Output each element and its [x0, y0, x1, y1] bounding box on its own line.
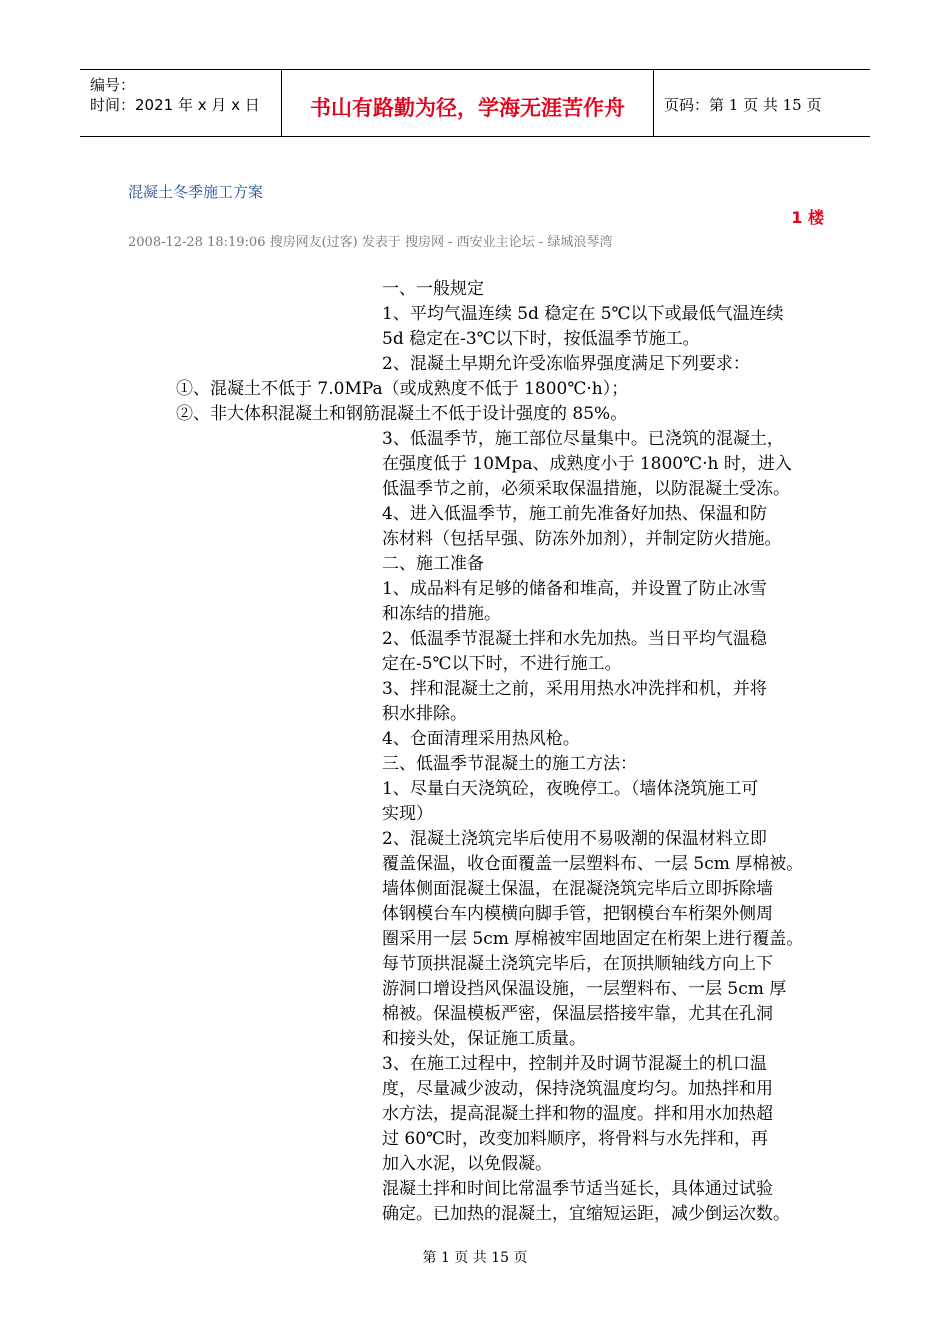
body-line: 体钢模台车内模横向脚手管，把钢模台车桁架外侧周	[382, 904, 773, 924]
header-page-info: 页码：第 1 页 共 15 页	[664, 96, 822, 114]
body-line: 1、平均气温连续 5d 稳定在 5℃以下或最低气温连续	[382, 304, 784, 324]
body-line: 3、拌和混凝土之前，采用用热水冲洗拌和机，并将	[382, 679, 767, 699]
body-line: 2、混凝土浇筑完毕后使用不易吸潮的保温材料立即	[382, 829, 767, 849]
body-line: 水方法，提高混凝土拌和物的温度。拌和用水加热超	[382, 1104, 773, 1124]
body-line: 确定。已加热的混凝土，宜缩短运距，减少倒运次数。	[382, 1204, 790, 1224]
floor-number: 1 楼	[791, 208, 824, 227]
body-line: 积水排除。	[382, 704, 467, 724]
body-line: 覆盖保温，收仓面覆盖一层塑料布、一层 5cm 厚棉被。	[382, 854, 804, 874]
header-middle-cell	[282, 70, 654, 136]
document-date: 时间：2021 年 x 月 x 日	[90, 96, 260, 114]
body-line: 低温季节之前，必须采取保温措施，以防混凝土受冻。	[382, 479, 790, 499]
body-line: 二、施工准备	[382, 554, 484, 574]
body-line: ②、非大体积混凝土和钢筋混凝土不低于设计强度的 85%。	[176, 404, 628, 424]
body-line: 三、低温季节混凝土的施工方法：	[382, 754, 637, 774]
body-line: 一、一般规定	[382, 279, 484, 299]
document-number-label: 编号：	[90, 76, 136, 94]
header-right-cell	[654, 70, 870, 136]
document-header	[80, 69, 870, 137]
body-line: 墙体侧面混凝土保温，在混凝浇筑完毕后立即拆除墙	[382, 879, 773, 899]
body-line: 游洞口增设挡风保温设施，一层塑料布、一层 5cm 厚	[382, 979, 787, 999]
body-line: 定在-5℃以下时，不进行施工。	[382, 654, 622, 674]
body-line: 圈采用一层 5cm 厚棉被牢固地固定在桁架上进行覆盖。	[382, 929, 804, 949]
page-footer: 第 1 页 共 15 页	[422, 1250, 528, 1266]
body-line: 棉被。保温模板严密，保温层搭接牢靠，尤其在孔洞	[382, 1004, 773, 1024]
body-line: 混凝土拌和时间比常温季节适当延长，具体通过试验	[382, 1179, 773, 1199]
body-line: 4、进入低温季节，施工前先准备好加热、保温和防	[382, 504, 767, 524]
body-line: 在强度低于 10Mpa、成熟度小于 1800℃·h 时，进入	[382, 454, 792, 474]
body-line: ①、混凝土不低于 7.0MPa（或成熟度不低于 1800℃·h）；	[176, 379, 629, 399]
body-line: 1、尽量白天浇筑砼，夜晚停工。（墙体浇筑施工可	[382, 779, 759, 799]
body-line: 3、低温季节，施工部位尽量集中。已浇筑的混凝土，	[382, 429, 784, 449]
body-line: 加入水泥，以免假凝。	[382, 1154, 552, 1174]
body-line: 2、低温季节混凝土拌和水先加热。当日平均气温稳	[382, 629, 767, 649]
header-motto: 书山有路勤为径，学海无涯苦作舟	[310, 96, 625, 120]
body-line: 1、成品料有足够的储备和堆高，并设置了防止冰雪	[382, 579, 767, 599]
body-line: 4、仓面清理采用热风枪。	[382, 729, 580, 749]
body-line: 2、混凝土早期允许受冻临界强度满足下列要求：	[382, 354, 750, 374]
body-line: 5d 稳定在-3℃以下时，按低温季节施工。	[382, 329, 700, 349]
post-meta: 2008-12-28 18:19:06 搜房网友(过客) 发表于 搜房网 - 西安业主论坛 - 绿城浪琴湾	[128, 235, 613, 250]
body-line: 度，尽量减少波动，保持浇筑温度均匀。加热拌和用	[382, 1079, 773, 1099]
body-line: 和冻结的措施。	[382, 604, 501, 624]
body-line: 3、在施工过程中，控制并及时调节混凝土的机口温	[382, 1054, 767, 1074]
body-line: 冻材料（包括早强、防冻外加剂），并制定防火措施。	[382, 529, 782, 549]
body-line: 实现）	[382, 804, 433, 824]
body-line: 过 60℃时，改变加料顺序，将骨料与水先拌和，再	[382, 1129, 769, 1149]
body-line: 和接头处，保证施工质量。	[382, 1029, 586, 1049]
body-line: 每节顶拱混凝土浇筑完毕后，在顶拱顺轴线方向上下	[382, 954, 773, 974]
header-left-cell	[80, 70, 282, 136]
post-title[interactable]: 混凝土冬季施工方案	[128, 183, 264, 201]
